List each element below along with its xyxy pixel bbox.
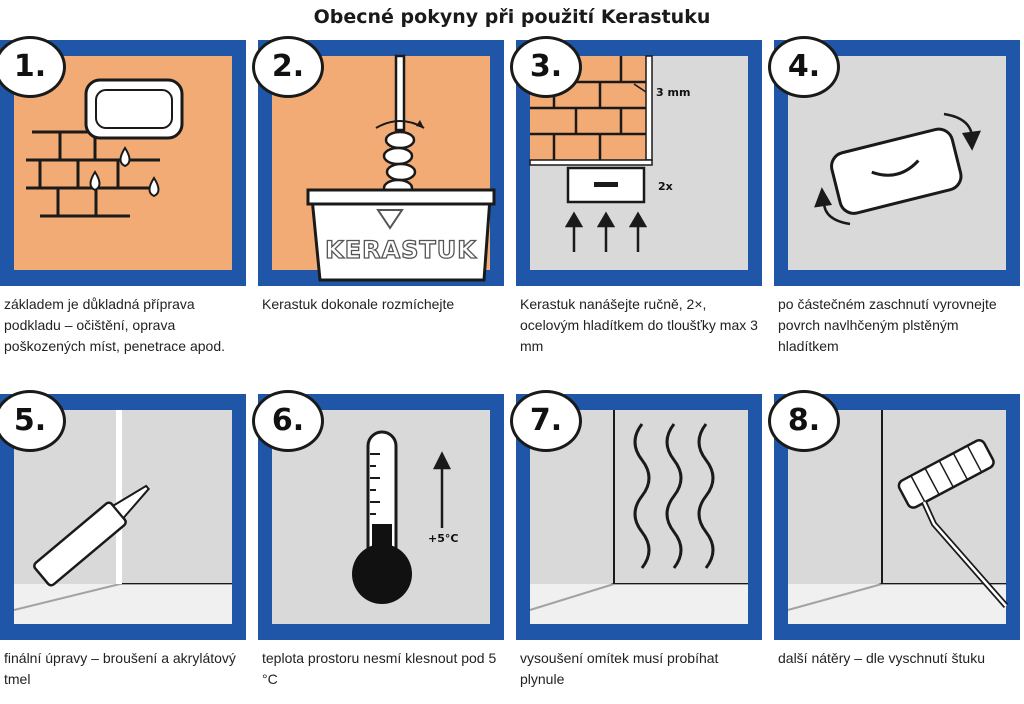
step-number: 5. [0, 390, 66, 452]
page-title: Obecné pokyny při použití Kerastuku [313, 6, 711, 28]
step-caption: Kerastuk nanášejte ručně, 2×, ocelovým hladítkem do tloušťky max 3 mm [520, 296, 758, 354]
step-2-panel [258, 40, 504, 286]
step-number: 7. [510, 390, 582, 452]
step-3-panel [516, 40, 762, 286]
step-number: 1. [0, 36, 66, 98]
step-4-panel [774, 40, 1020, 286]
step-8-panel [774, 394, 1020, 640]
step-number: 8. [768, 390, 840, 452]
times-label: 2x [658, 180, 673, 193]
step-caption: po částečném zaschnutí vyrovnejte povrch navlhčeným plstěným hladítkem [778, 296, 997, 354]
step-7-panel [516, 394, 762, 640]
sponge-icon [86, 80, 182, 138]
trowel-icon [568, 168, 644, 202]
step-caption: teplota prostoru nesmí klesnout pod 5 °C [262, 650, 497, 687]
step-6-panel [258, 394, 504, 640]
step-number: 4. [768, 36, 840, 98]
step-number: 3. [510, 36, 582, 98]
step-caption: Kerastuk dokonale rozmíchejte [262, 296, 455, 312]
bucket-icon [308, 190, 494, 280]
step-caption: základem je důkladná příprava podkladu – očištění, oprava poškozených míst, penetrace apod. [4, 296, 226, 354]
step-1-panel [0, 40, 246, 286]
step-number: 6. [252, 390, 324, 452]
step-number: 2. [252, 36, 324, 98]
step-caption: další nátěry – dle vyschnutí štuku [778, 650, 985, 666]
temperature-label: +5°C [428, 532, 459, 545]
step-caption: vysoušení omítek musí probíhat plynule [520, 650, 719, 687]
bucket-brand-text: KERASTUK [325, 236, 477, 264]
step-caption: finální úpravy – broušení a akrylátový tmel [4, 650, 236, 687]
step-5-panel [0, 394, 246, 640]
thickness-label: 3 mm [656, 86, 691, 99]
